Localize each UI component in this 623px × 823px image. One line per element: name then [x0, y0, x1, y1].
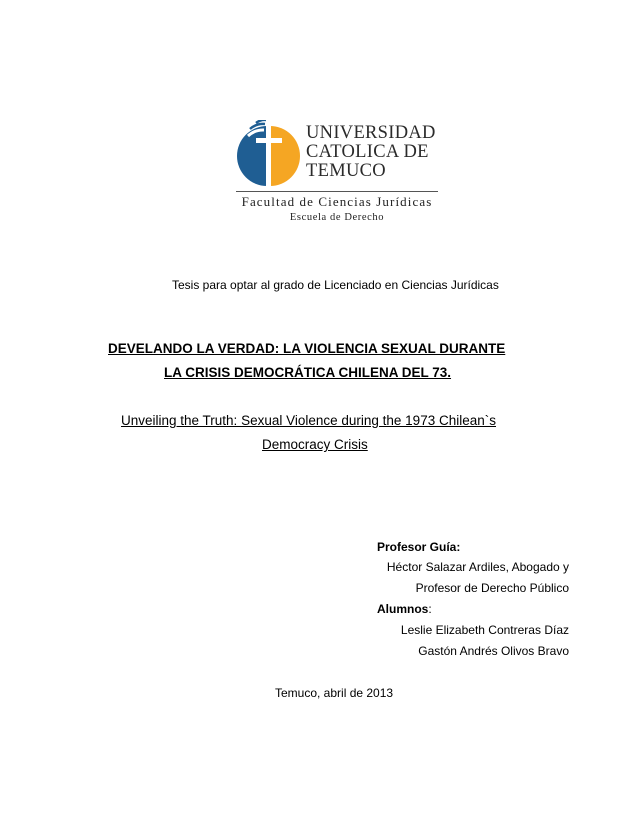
advisor-line-2: Profesor de Derecho Público — [415, 581, 569, 595]
title-english-line-2: Democracy Crisis — [262, 437, 368, 452]
title-spanish-line-1: DEVELANDO LA VERDAD: LA VIOLENCIA SEXUAL DURANTE — [108, 341, 506, 356]
student-name-1: Leslie Elizabeth Contreras Díaz — [400, 623, 569, 637]
place-date: Temuco, abril de 2013 — [275, 686, 394, 700]
university-name-line: CATOLICA DE — [306, 142, 429, 162]
student-name-2: Gastón Andrés Olivos Bravo — [418, 644, 569, 658]
students-label: Alumnos — [377, 602, 429, 616]
school-name: Escuela de Derecho — [289, 212, 385, 223]
university-name — [306, 124, 436, 181]
thesis-intro: Tesis para optar al grado de Licenciado en Ciencias Jurídicas — [172, 278, 499, 292]
students-label-suffix: : — [428, 602, 432, 616]
advisor-label: Profesor Guía: — [377, 540, 461, 554]
university-name-line: UNIVERSIDAD — [306, 123, 436, 143]
logo-divider — [236, 191, 438, 192]
university-logo — [234, 120, 444, 230]
students-heading — [377, 602, 432, 616]
title-english-line-1: Unveiling the Truth: Sexual Violence during the 1973 Chilean`s — [121, 413, 496, 428]
title-spanish-line-2: LA CRISIS DEMOCRÁTICA CHILENA DEL 73. — [164, 365, 452, 380]
faculty-name: Facultad de Ciencias Jurídicas — [241, 194, 433, 209]
advisor-line-1: Héctor Salazar Ardiles, Abogado y — [386, 560, 569, 574]
university-emblem-icon — [234, 120, 302, 188]
university-name-line: TEMUCO — [306, 161, 386, 181]
